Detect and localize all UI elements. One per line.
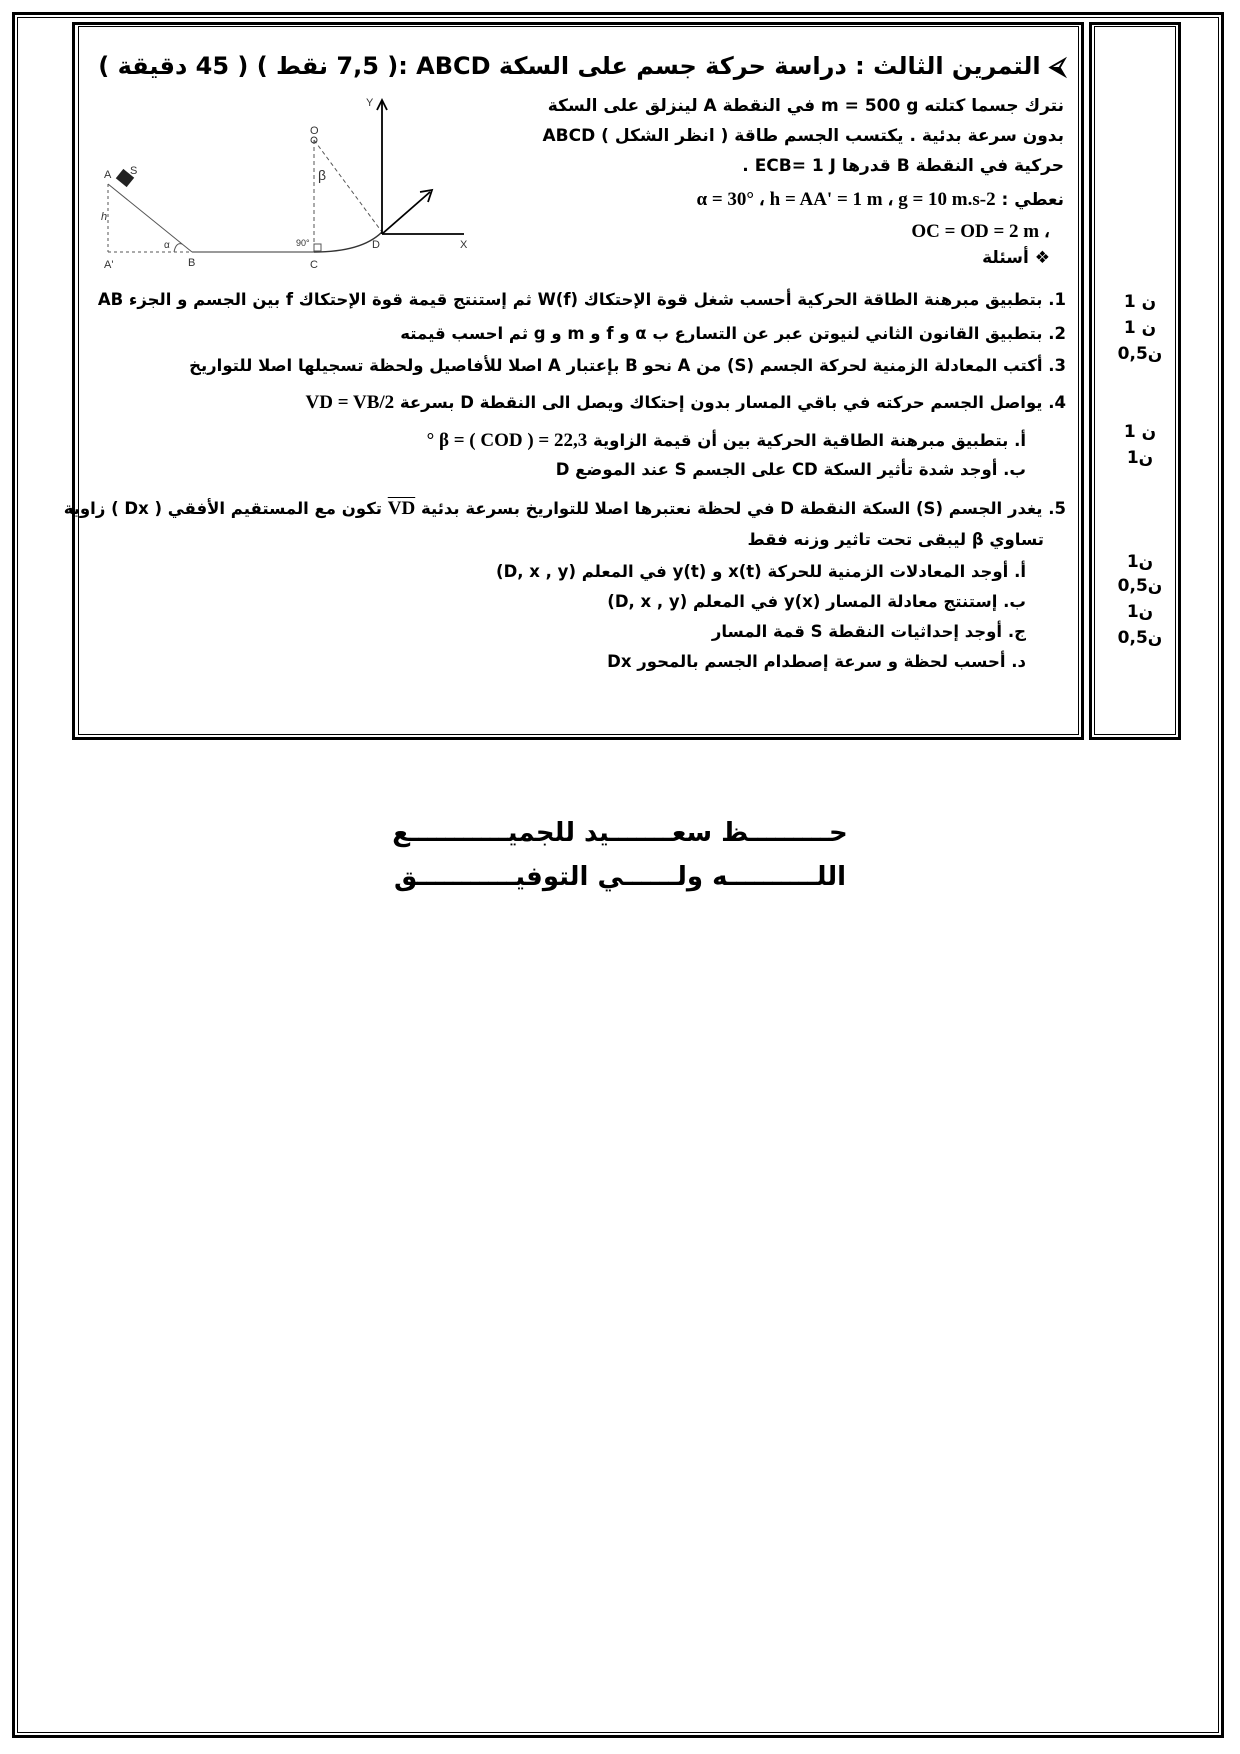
q5b-text: إستنتج معادلة المسار y(x) في المعلم (D, x , y) (607, 592, 998, 611)
footer-blessing: اللــــــــــه ولــــــي التوفيـــــــــــق (394, 862, 846, 892)
mark-q5b: 0,5ن (1117, 576, 1163, 596)
mark-q4b: 1ن (1126, 448, 1154, 468)
label-y: Y (366, 97, 374, 109)
mark-q5a: 1ن (1126, 552, 1154, 572)
mark-q3: 0,5ن (1117, 344, 1163, 364)
label-right-angle: 90° (296, 238, 310, 248)
title-text: التمرين الثالث : دراسة حركة جسم على السكة ABCD :( 7,5 نقط ) ( 45 دقيقة ) (98, 52, 1041, 80)
q5b-letter: ب. (1003, 592, 1026, 611)
q4a-formula: β = ( COD ) = 22,3 ° (426, 430, 588, 451)
q4-formula: VD = VB/2 (305, 392, 395, 413)
mark-q5d: 0,5ن (1117, 628, 1163, 648)
label-x: X (460, 239, 468, 251)
intro-line-2: ABCD ( انظر الشكل ) بدون سرعة بدئية . يكتسب الجسم طاقة (542, 126, 1064, 146)
label-alpha: α (164, 240, 170, 251)
intro-line-1: نترك جسما كتلته m = 500 g في النقطة A لينزلق على السكة (547, 96, 1064, 116)
question-3 (189, 356, 1066, 375)
mark-q1: 1 ن (1123, 292, 1157, 312)
q3-text: أكتب المعادلة الزمنية لحركة الجسم (S) من A نحو B بإعتبار A اصلا للأفاصيل ولحظة تسجيلها اصلا للتواريخ (189, 356, 1043, 375)
q1-number: 1. (1048, 290, 1066, 309)
question-5 (64, 498, 1066, 520)
mark-q4a: 1 ن (1123, 422, 1157, 442)
exercise-title (98, 52, 1066, 80)
label-s: S (130, 165, 138, 177)
q5c-text: أوجد إحداثيات النقطة S قمة المسار (711, 622, 1003, 641)
label-a-prime: A' (104, 259, 114, 271)
mark-q5c: 1ن (1126, 602, 1154, 622)
question-5d (607, 652, 1026, 671)
intro-line-3: حركية في النقطة B قدرها ECB= 1 J . (742, 156, 1064, 176)
q5d-text: أحسب لحظة و سرعة إصطدام الجسم بالمحور Dx (607, 652, 1006, 671)
label-h: h (101, 211, 108, 223)
q5c-letter: ج. (1007, 622, 1026, 641)
q5-vector: VD (387, 498, 416, 519)
velocity-vector (382, 192, 430, 234)
od-dashed (314, 140, 382, 232)
label-d: D (372, 239, 380, 251)
given-values: α = 30° ، h = AA' = 1 m ، g = 10 m.s-2 (696, 189, 996, 210)
footer-good-luck: حـــــــــظ سعـــــــيد للجميـــــــــــع (392, 818, 848, 848)
q4b-text: أوجد شدة تأثير السكة CD على الجسم S عند الموضع D (555, 460, 998, 479)
label-beta: β (318, 167, 327, 183)
right-angle-mark (314, 244, 321, 251)
question-2 (400, 324, 1066, 343)
q3-number: 3. (1048, 356, 1066, 375)
diamond-bullet-icon: ❖ (1034, 248, 1050, 268)
questions-header (982, 248, 1050, 268)
q4a-text: بتطبيق مبرهنة الطاقية الحركية بين أن قيمة الزاوية (592, 431, 1009, 450)
question-5a (496, 562, 1026, 581)
question-5c (712, 622, 1026, 641)
given-values-line (696, 188, 1064, 211)
track-figure (101, 92, 524, 280)
label-b: B (188, 257, 196, 269)
q4b-letter: ب. (1003, 460, 1026, 479)
q5-text-cont: تكون مع المستقيم الأفقي ( Dx ) زاوية (63, 499, 382, 518)
given-label: نعطي : (1001, 190, 1064, 210)
mark-q2: 1 ن (1123, 318, 1157, 338)
label-a: A (104, 169, 112, 181)
q5a-letter: أ. (1014, 562, 1026, 581)
q2-number: 2. (1048, 324, 1066, 343)
incline-line (108, 184, 192, 252)
q5d-letter: د. (1011, 652, 1026, 671)
q4-number: 4. (1048, 393, 1066, 412)
question-4a (427, 430, 1026, 452)
question-1 (98, 290, 1066, 309)
question-5-line-2: تساوي β ليبقى تحت تاثير وزنه فقط (747, 530, 1044, 549)
given-line-2: OC = OD = 2 m ، (911, 221, 1050, 242)
question-4 (306, 392, 1066, 414)
label-o: O (310, 125, 319, 137)
q5-number: 5. (1048, 499, 1066, 518)
title-arrow-icon: ⮘ (1048, 52, 1066, 80)
question-5b (607, 592, 1026, 611)
alpha-arc (174, 244, 182, 252)
q5-text: يغدر الجسم (S) السكة النقطة D في لحظة نعتبرها اصلا للتواريخ بسرعة بدئية (420, 499, 1043, 518)
q4-text: يواصل الجسم حركته في باقي المسار بدون إحتكاك ويصل الى النقطة D بسرعة (399, 393, 1043, 412)
q1-text: بتطبيق مبرهنة الطاقة الحركية أحسب شغل قوة الإحتكاك W(f) ثم إستنتج قيمة قوة الإحتكاك f بين الجسم و الجزء AB (97, 290, 1043, 309)
q5a-text: أوجد المعادلات الزمنية للحركة x(t) و y(t) في المعلم (D, x , y) (496, 562, 1009, 581)
question-4b (556, 460, 1026, 479)
q2-text: بتطبيق القانون الثاني لنيوتن عبر عن التسارع ب α و f و m و g ثم احسب قيمته (400, 324, 1043, 343)
questions-header-text: أسئلة (982, 248, 1029, 268)
q4a-letter: أ. (1014, 431, 1026, 450)
label-c: C (310, 259, 318, 271)
